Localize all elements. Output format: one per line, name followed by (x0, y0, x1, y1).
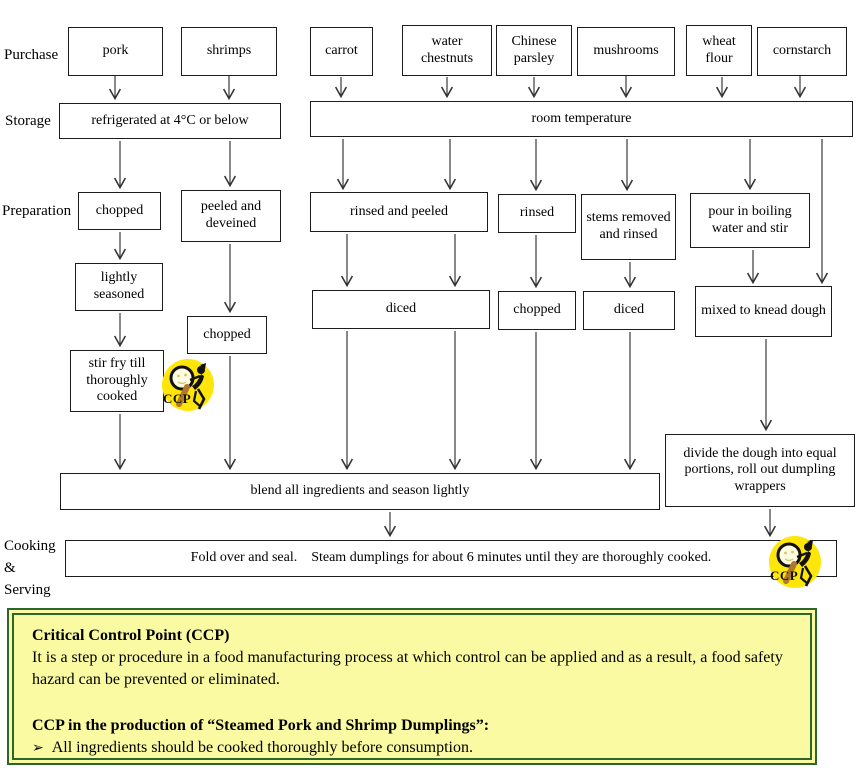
stage-label-cooking: Cooking (4, 538, 56, 554)
ccp-info-title: Critical Control Point (CCP) (32, 627, 230, 644)
node-mushrooms: mushrooms (577, 27, 675, 76)
node-stir-fry: stir fry till thoroughly cooked (70, 350, 164, 412)
node-knead-dough: mixed to knead dough (695, 286, 832, 337)
ccp-info-body: It is a step or procedure in a food manufacturing process at which control can be applied and as a result, a food safety hazard can be prevented or eliminated. (32, 649, 783, 689)
ccp-badge-steam (767, 534, 823, 590)
node-fold-steam: Fold over and seal. Steam dumplings for about 6 minutes until they are thoroughly cooked. (65, 540, 837, 577)
stage-label-preparation: Preparation (2, 203, 72, 219)
node-chopped-parsley: chopped (498, 291, 576, 330)
node-water-chestnuts: water chestnuts (402, 25, 492, 76)
ccp-info-bullet-text: All ingredients should be cooked thoroughly before consumption. (51, 739, 473, 757)
stage-label-purchase: Purchase (4, 47, 59, 63)
node-lightly-seasoned: lightly seasoned (75, 263, 163, 311)
node-boiling-water: pour in boiling water and stir (690, 193, 810, 248)
node-stems-removed: stems removed and rinsed (581, 194, 676, 260)
node-peeled-deveined: peeled and deveined (181, 190, 281, 242)
ccp-info-box (7, 608, 817, 765)
node-blend: blend all ingredients and season lightly (60, 473, 660, 510)
node-rinsed: rinsed (498, 194, 576, 233)
node-refrigerated: refrigerated at 4°C or below (59, 103, 281, 139)
node-wheat-flour: wheat flour (686, 25, 752, 76)
node-carrot: carrot (310, 27, 373, 76)
node-room-temperature: room temperature (310, 101, 853, 137)
stage-label-storage: Storage (5, 113, 51, 129)
node-chopped-pork: chopped (78, 192, 161, 230)
ccp-info-subtitle: CCP in the production of “Steamed Pork and Shrimp Dumplings”: (32, 717, 490, 735)
node-cornstarch: cornstarch (757, 27, 847, 76)
stage-label-ampersand: & (4, 560, 16, 576)
node-diced-carrot: diced (312, 290, 490, 329)
node-shrimps: shrimps (181, 27, 277, 76)
node-divide-dough: divide the dough into equal portions, roll out dumpling wrappers (665, 434, 855, 507)
node-chopped-shrimp: chopped (187, 316, 267, 354)
stage-label-serving: Serving (4, 582, 51, 598)
ccp-badge-label: CCP (163, 391, 192, 406)
node-chinese-parsley: Chinese parsley (496, 25, 572, 76)
ccp-badge-stir-fry (160, 357, 216, 413)
node-diced-mushroom: diced (583, 291, 675, 330)
ccp-info-bullet (32, 737, 792, 759)
node-rinsed-peeled: rinsed and peeled (310, 192, 488, 232)
node-pork: pork (68, 27, 163, 76)
bullet-arrow-icon: ➢ (32, 741, 44, 757)
ccp-badge-label: CCP (770, 568, 799, 583)
